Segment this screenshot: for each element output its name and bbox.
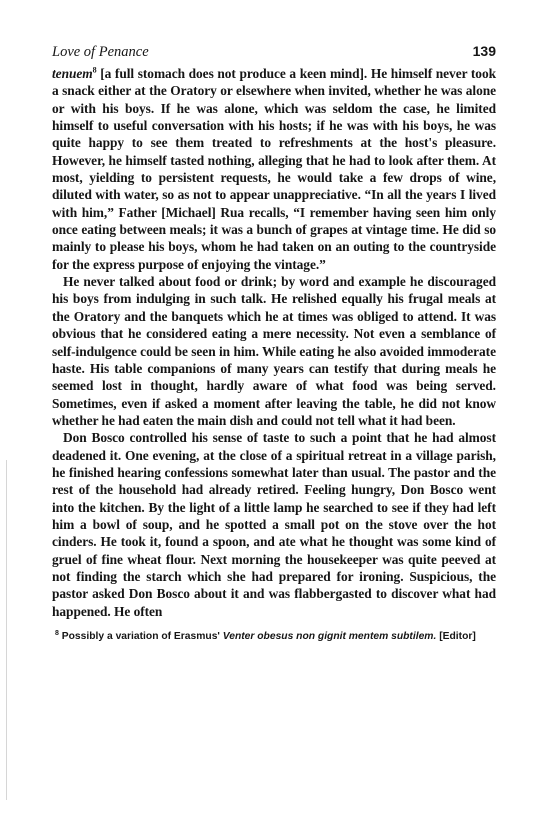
body-text [52,65,496,620]
footnote-mark: 8 [55,629,59,637]
paragraph: Don Bosco controlled his sense of taste to such a point that he had almost deadened it. One evening, at the close of a spiritual retreat in a village parish, he finished hearing confessions somewhat later than usual. The pastor and the rest of the household had already retired. Feeling hungry, Don Bosco went into the kitchen. By the light of a little lamp he searched to see if they had left him a bowl of soup, and he spotted a small pot on the stove over the hot cinders. He took it, found a spoon, and ate what he thought was some kind of gruel of fine wheat flour. Next morning the housekeeper was quite peeved at not finding the starch which she had prepared for ironing. Suspicious, the pastor asked Don Bosco about it and was flabbergasted to discover what had happened. He often [52,430,496,619]
latin-quote-end: tenuem [52,66,93,81]
paragraph-text: [a full stomach does not produce a keen mind]. He himself never took a snack either at the Oratory or elsewhere when invited, whether he was alone or with his boys. If he was alone, which was seldom the case, he limited himself to useful conversation with his hosts; if he was with his boys, he was quite happy to see them treated to refreshments at the host's pleasure. However, he himself tasted nothing, alleging that he had to look after them. At most, yielding to persistent requests, he would take a few drops of wine, diluted with water, so as not to appear unappreciative. “In all the years I lived with him,” Father [Michael] Rua recalls, “I remember having seen him only once eating between meals; it was a bunch of grapes at vintage time. He did so mainly to please his boys, whom he had taken on an outing to the countryside for the express purpose of enjoying the vintage.” [52,66,496,272]
book-page [52,42,496,644]
paragraph-continued [52,65,496,273]
running-head [52,42,496,61]
page-number: 139 [472,43,496,59]
scan-edge-line [6,460,7,800]
running-title: Love of Penance [52,44,149,60]
footnote-latin: Venter obesus non gignit mentem subtilem. [222,631,437,642]
footnote [52,630,496,644]
footnote-editor: [Editor] [436,631,476,642]
paragraph: He never talked about food or drink; by word and example he discouraged his boys from indulging in such talk. He relished equally his frugal meals at the Oratory and the banquets which he at times was obliged to attend. It was obvious that he considered eating a mere necessity. Not even a semblance of self-indulgence could be seen in him. While eating he also avoided immoderate haste. His table companions of many years can testify that during meals he seemed lost in thought, hardly aware of what food was being served. Sometimes, even if asked a moment after leaving the table, he did not know whether he had eaten the main dish and could not tell what it had been. [52,274,496,428]
footnote-text: Possibly a variation of Erasmus' [58,631,223,642]
footnote-reference: 8 [92,65,97,75]
